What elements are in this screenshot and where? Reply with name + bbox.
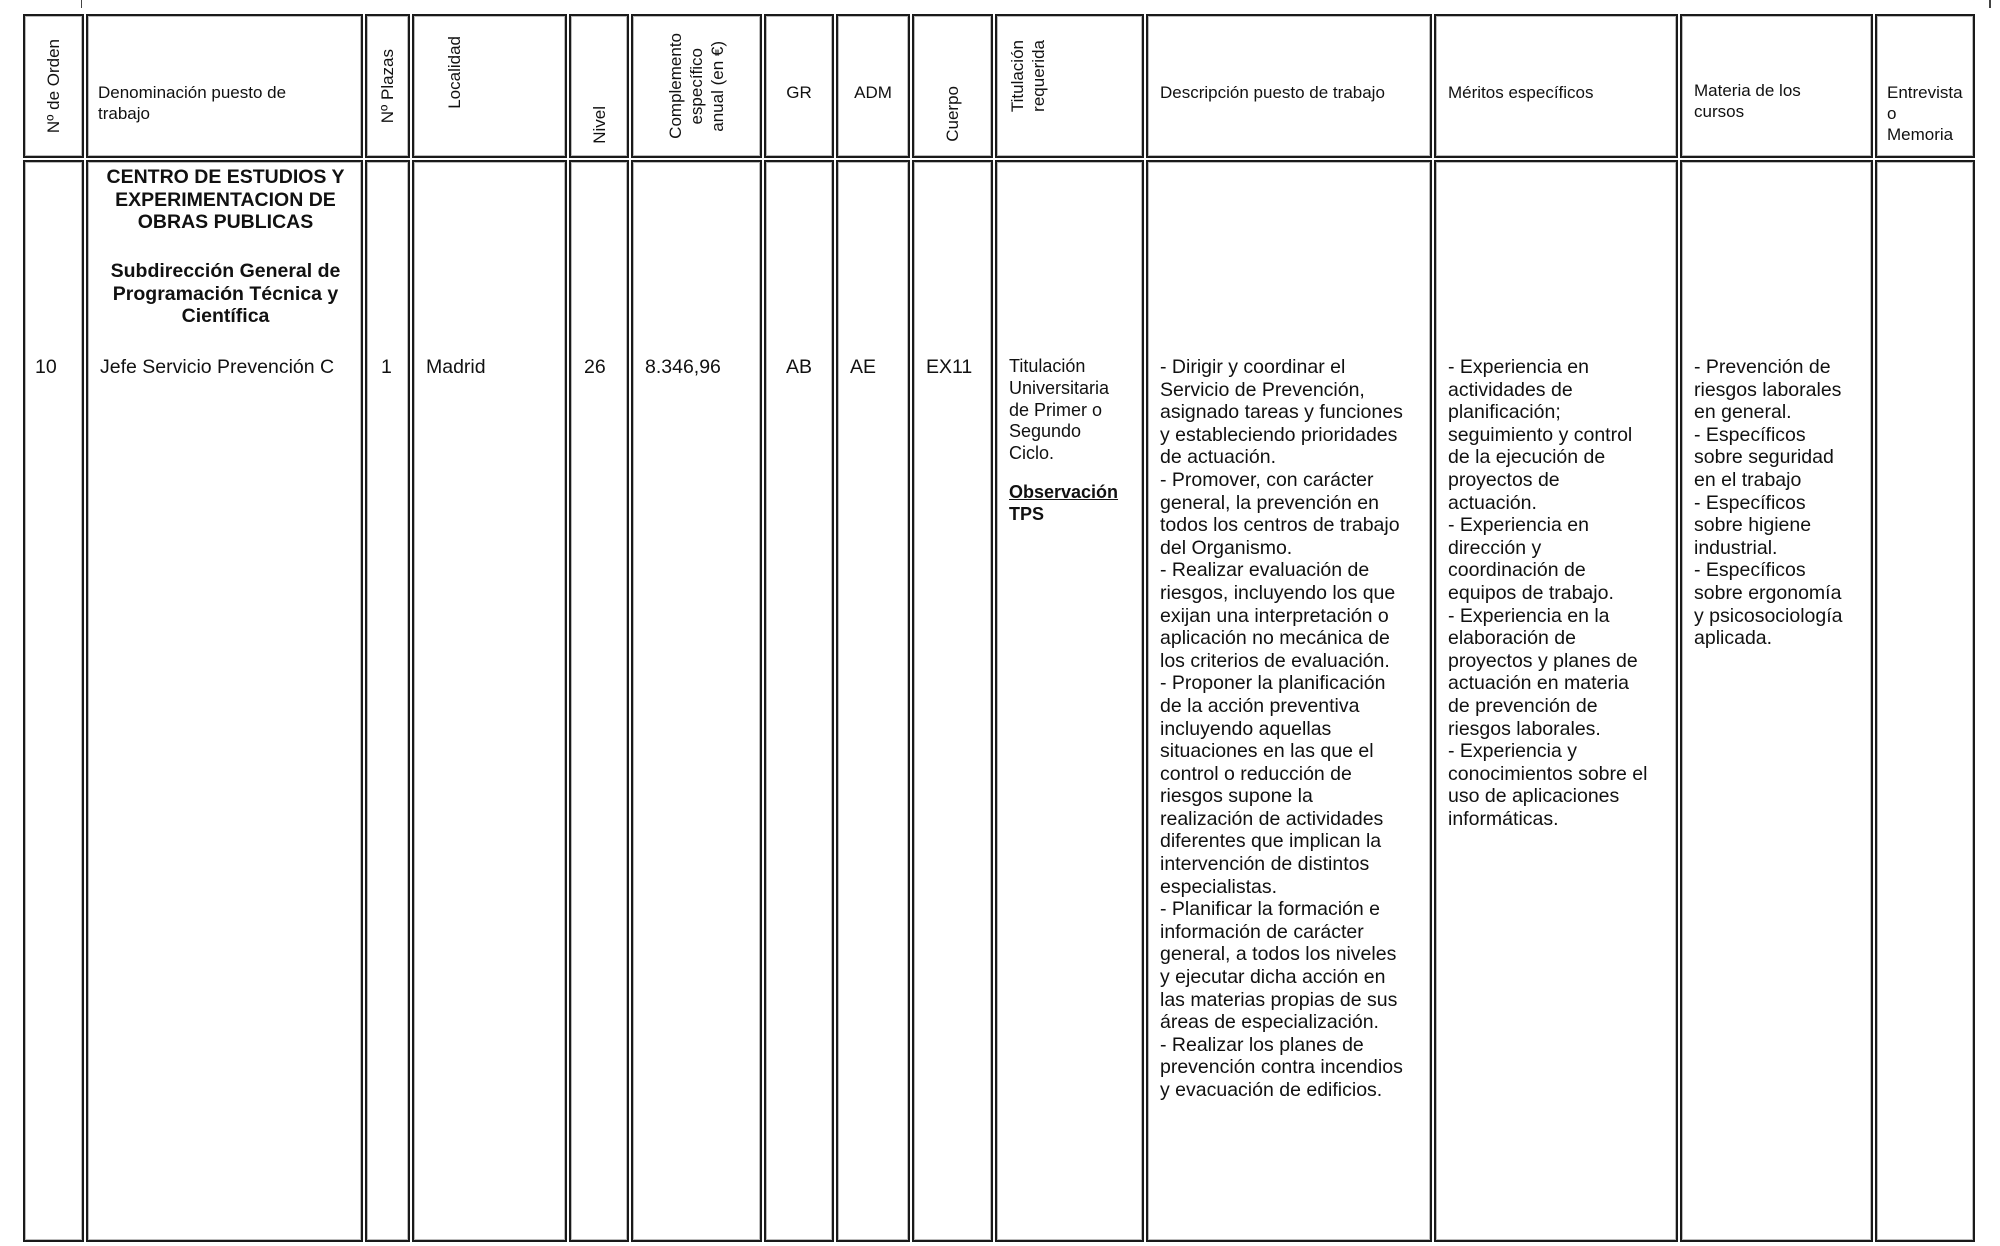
header-descripcion: Descripción puesto de trabajo [1160, 83, 1385, 102]
row-observacion-code: TPS [1009, 504, 1045, 524]
header-complemento-l1: Complemento [666, 33, 685, 139]
header-adm-cell [836, 14, 910, 158]
header-entrevista-cell [1875, 14, 1975, 158]
header-gr: GR [786, 83, 812, 102]
header-entrevista: Entrevista o Memoria [1887, 83, 1963, 144]
row-orden-cell [23, 160, 84, 1242]
header-complemento-cell [631, 14, 762, 158]
row-denominacion-cell [86, 160, 363, 1242]
header-materia-cell [1680, 14, 1873, 158]
row-meritos: - Experiencia en actividades de planificación; seguimiento y control de la ejecución de proyectos de actuación. - Experiencia en dirección y coordinación de equipos de trabajo. - Experiencia en la elaboración de proyectos y planes de actuación en materia de prevención de riesgos laborales. - Experiencia y conocimientos sobre el uso de aplicaciones informáticas. [1448, 356, 1648, 830]
scan-mark-left [81, 0, 82, 8]
row-entrevista-cell [1875, 160, 1975, 1242]
row-descripcion-cell [1146, 160, 1432, 1242]
row-descripcion: - Dirigir y coordinar el Servicio de Prevención, asignado tareas y funciones y estableciendo prioridades de actuación. - Promover, con carácter general, la prevención en todos los centros de trabajo del Organismo. - Realizar evaluación de riesgos, incluyendo los que exijan una interpretación o aplicación no mecánica de los criterios de evaluación. - Proponer la planificación de la acción preventiva incluyendo aquellas situaciones en las que el control o reducción de riesgos supone la realización de actividades diferentes que implican la intervención de distintos especialistas. - Planificar la formación e información de carácter general, a todos los niveles y ejecutar dicha acción en las materias propias de sus áreas de especialización. - Realizar los planes de prevención contra incendios y evacuación de edificios. [1160, 356, 1403, 1101]
row-complemento: 8.346,96 [645, 356, 721, 378]
row-adm-cell [836, 160, 910, 1242]
header-meritos: Méritos específicos [1448, 83, 1594, 102]
header-plazas-cell [365, 14, 410, 158]
header-titulacion-l1: Titulación [1008, 40, 1027, 113]
header-titulacion-l2: requerida [1029, 40, 1048, 112]
row-titulacion: Titulación Universitaria de Primer o Segundo Ciclo. [1009, 356, 1110, 464]
row-plazas-cell [365, 160, 410, 1242]
row-meritos-cell [1434, 160, 1678, 1242]
row-denominacion: Jefe Servicio Prevención C [100, 356, 335, 378]
header-meritos-cell [1434, 14, 1678, 158]
row-subdireccion: Subdirección General de Programación Técnica y Científica [110, 260, 341, 328]
row-observacion: Observación [1009, 482, 1119, 502]
row-gr-cell [764, 160, 834, 1242]
row-materia-cell [1680, 160, 1873, 1242]
row-nivel-cell [569, 160, 629, 1242]
header-complemento-l3: anual (en €) [708, 40, 727, 132]
header-cuerpo-cell [912, 14, 993, 158]
header-descripcion-cell [1146, 14, 1432, 158]
header-denominacion: Denominación puesto de trabajo [98, 83, 287, 123]
row-centro: CENTRO DE ESTUDIOS Y EXPERIMENTACION DE OBRAS PUBLICAS [106, 166, 345, 234]
row-plazas: 1 [381, 356, 392, 378]
row-adm: AE [850, 356, 877, 378]
header-localidad: Localidad [445, 36, 464, 109]
header-orden-cell [23, 14, 84, 158]
row-localidad-cell [412, 160, 567, 1242]
header-nivel: Nivel [589, 106, 609, 144]
header-materia: Materia de los cursos [1694, 81, 1801, 121]
row-orden: 10 [35, 356, 57, 378]
header-titulacion-cell [995, 14, 1144, 158]
header-plazas: Nº Plazas [378, 48, 397, 124]
header-orden: Nº de Orden [44, 38, 63, 134]
scan-mark-right [1989, 0, 1991, 8]
header-nivel-cell [569, 14, 629, 158]
header-localidad-cell [412, 14, 567, 158]
row-titulacion-cell [995, 160, 1144, 1242]
header-cuerpo: Cuerpo [943, 86, 962, 142]
row-cuerpo: EX11 [926, 356, 973, 378]
row-materia: - Prevención de riesgos laborales en general. - Específicos sobre seguridad en el trabajo - Específicos sobre higiene industrial. - Específicos sobre ergonomía y psicosociología aplicada. [1694, 356, 1843, 650]
header-complemento-l2: específico [687, 47, 706, 125]
header-denominacion-cell [86, 14, 363, 158]
row-localidad: Madrid [426, 356, 486, 378]
row-gr: AB [785, 356, 812, 378]
header-adm: ADM [854, 83, 892, 102]
header-gr-cell [764, 14, 834, 158]
row-complemento-cell [631, 160, 762, 1242]
row-cuerpo-cell [912, 160, 993, 1242]
row-nivel: 26 [584, 356, 606, 378]
